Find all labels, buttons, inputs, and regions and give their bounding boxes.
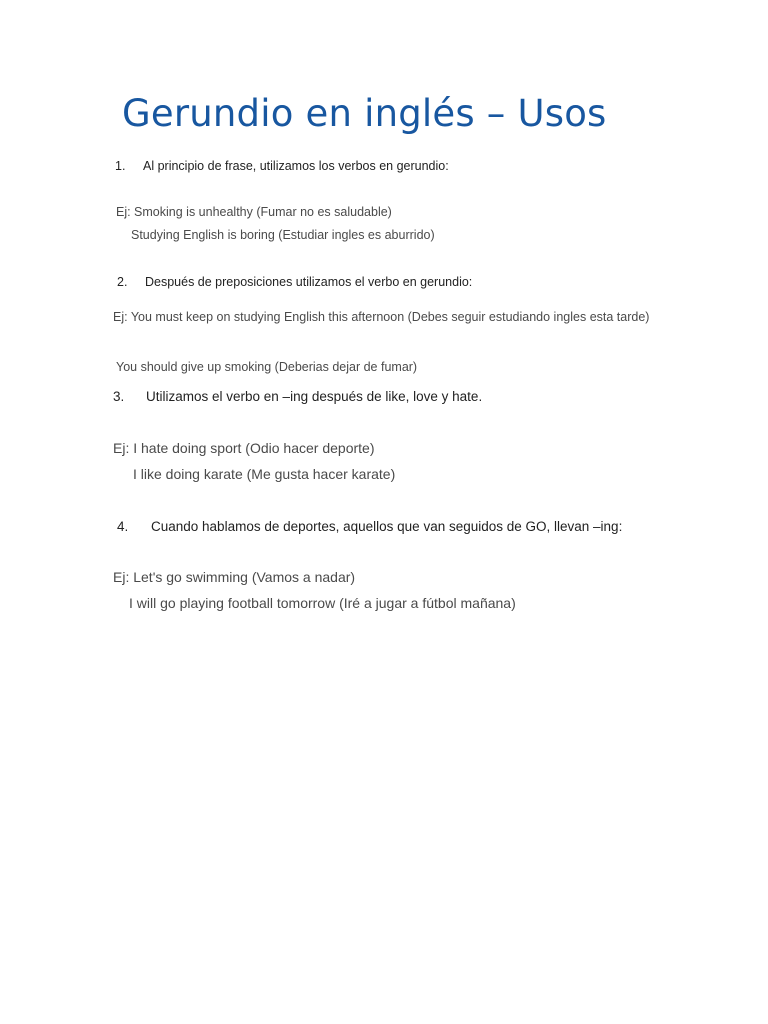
example-line: Ej: Smoking is unhealthy (Fumar no es saludable)	[116, 205, 392, 219]
page-title: Gerundio en inglés – Usos	[122, 92, 607, 135]
example-line: Ej: Let's go swimming (Vamos a nadar)	[113, 569, 356, 585]
list-number: 2.	[117, 275, 128, 289]
list-number: 4.	[117, 519, 129, 534]
list-item-4-heading	[117, 519, 622, 534]
list-item-2-heading	[117, 275, 472, 289]
list-item-3-heading	[113, 389, 482, 404]
list-heading-text: Cuando hablamos de deportes, aquellos que van seguidos de GO, llevan –ing:	[151, 519, 623, 534]
example-line: You should give up smoking (Deberias dejar de fumar)	[116, 360, 418, 374]
list-item-1-heading	[115, 159, 449, 173]
list-heading-text: Después de preposiciones utilizamos el verbo en gerundio:	[145, 275, 473, 289]
example-line: Studying English is boring (Estudiar ingles es aburrido)	[131, 228, 435, 242]
list-number: 1.	[115, 159, 126, 173]
list-number: 3.	[113, 389, 125, 404]
example-line: Ej: I hate doing sport (Odio hacer deporte)	[113, 440, 375, 456]
example-line: Ej: You must keep on studying English this afternoon (Debes seguir estudiando ingles esta tarde)	[113, 310, 650, 324]
list-heading-text: Al principio de frase, utilizamos los verbos en gerundio:	[143, 159, 449, 173]
example-line: I will go playing football tomorrow (Iré a jugar a fútbol mañana)	[129, 595, 516, 611]
example-line: I like doing karate (Me gusta hacer karate)	[133, 466, 396, 482]
list-heading-text: Utilizamos el verbo en –ing después de like, love y hate.	[146, 389, 483, 404]
